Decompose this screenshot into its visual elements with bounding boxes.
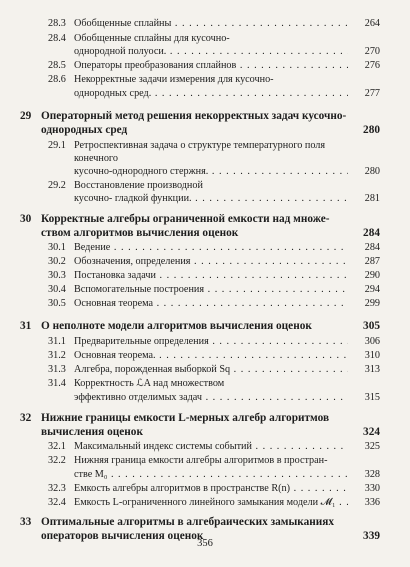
toc-chapter-number: 33 xyxy=(20,516,32,528)
toc-section-number: 28.5 xyxy=(48,60,66,71)
toc-chapter-page: 280 xyxy=(363,124,380,136)
toc-entry-title: Основная теорема. xyxy=(74,350,156,361)
toc-section-cont xyxy=(74,469,348,481)
toc-entry-title: кусочно-однородного стержня. xyxy=(74,166,209,177)
toc-entry-title: Корректные алгебры ограниченной емкости над множе- xyxy=(41,213,330,225)
toc-section-page: 264 xyxy=(362,18,380,29)
toc-section-page: 270 xyxy=(362,46,380,57)
toc-entry-title: однородных сред xyxy=(41,124,128,136)
toc-section-number: 32.3 xyxy=(48,483,66,494)
toc-section-cont xyxy=(74,88,348,100)
toc-section xyxy=(48,140,325,152)
toc-entry-title: конечного xyxy=(74,153,118,164)
toc-leader-dots xyxy=(208,166,348,177)
toc-section xyxy=(48,18,348,30)
toc-section xyxy=(48,298,348,310)
toc-chapter-page: 284 xyxy=(363,227,380,239)
toc-chapter-number: 29 xyxy=(20,110,32,122)
toc-chapter xyxy=(20,516,334,529)
toc-entry-title: эффективно отделимых задач xyxy=(74,392,203,403)
toc-leader-dots xyxy=(151,88,348,99)
toc-section-number: 28.3 xyxy=(48,18,66,29)
toc-section-cont xyxy=(74,166,348,178)
toc-section xyxy=(48,378,224,390)
toc-entry-title: кусочно- гладкой функции. xyxy=(74,193,192,204)
toc-chapter-number: 32 xyxy=(20,412,32,424)
toc-section xyxy=(48,455,328,467)
toc-section-number: 28.6 xyxy=(48,74,66,85)
toc-leader-dots xyxy=(110,242,348,253)
page-folio: 356 xyxy=(197,538,213,549)
toc-section-page: 284 xyxy=(362,242,380,253)
toc-entry-title: Обозначения, определения xyxy=(74,256,191,267)
toc-section xyxy=(48,284,348,296)
toc-section xyxy=(48,350,348,362)
toc-section xyxy=(48,483,348,495)
toc-entry-title: Операторы преобразования сплайнов xyxy=(74,60,237,71)
toc-entry-title: Предварительные определения xyxy=(74,336,209,347)
toc-entry-title: Максимальный индекс системы событий xyxy=(74,441,252,452)
toc-entry-title: однородной полуоси. xyxy=(74,46,167,57)
toc-leader-dots xyxy=(230,364,348,375)
toc-section-page: 290 xyxy=(362,270,380,281)
toc-entry-title: Восстановление производной xyxy=(74,180,203,191)
toc-leader-dots xyxy=(202,392,348,403)
toc-leader-dots xyxy=(236,60,348,71)
toc-section-page: 325 xyxy=(362,441,380,452)
toc-chapter-number: 31 xyxy=(20,320,32,332)
toc-chapter-cont xyxy=(41,426,143,439)
toc-section-page: 330 xyxy=(362,483,380,494)
toc-entry-title: Ретроспективная задача о структуре температурного поля xyxy=(74,140,326,151)
toc-section-page: 299 xyxy=(362,298,380,309)
toc-entry-title: Основная теорема xyxy=(74,298,154,309)
toc-section-page: 328 xyxy=(362,469,380,480)
toc-chapter xyxy=(20,213,330,226)
toc-leader-dots xyxy=(153,298,348,309)
toc-section-page: 310 xyxy=(362,350,380,361)
toc-section-number: 32.4 xyxy=(48,497,66,508)
toc-section xyxy=(48,74,274,86)
toc-leader-dots xyxy=(156,350,348,361)
toc-leader-dots xyxy=(156,270,348,281)
toc-section xyxy=(48,256,348,268)
toc-section-number: 30.2 xyxy=(48,256,66,267)
toc-entry-title: Постановка задачи xyxy=(74,270,156,281)
toc-section-number: 28.4 xyxy=(48,33,66,44)
toc-leader-dots xyxy=(107,469,348,480)
toc-section-number: 31.1 xyxy=(48,336,66,347)
toc-section-cont xyxy=(74,153,118,165)
toc-chapter-cont xyxy=(41,124,127,137)
toc-leader-dots xyxy=(204,284,348,295)
toc-entry-title: однородных сред. xyxy=(74,88,152,99)
toc-entry-title: Емкость алгебры алгоритмов в пространстве R(n) xyxy=(74,483,291,494)
toc-section-cont xyxy=(74,46,348,58)
toc-section-number: 32.2 xyxy=(48,455,66,466)
toc-section xyxy=(48,60,348,72)
toc-section-page: 281 xyxy=(362,193,380,204)
toc-section-page: 336 xyxy=(362,497,380,508)
toc-entry-title: Обобщенные сплайны для кусочно- xyxy=(74,33,230,44)
toc-section-number: 29.1 xyxy=(48,140,66,151)
toc-section-page: 287 xyxy=(362,256,380,267)
toc-section-cont xyxy=(74,193,348,205)
toc-section-page: 280 xyxy=(362,166,380,177)
toc-entry-title: Вспомогательные построения xyxy=(74,284,205,295)
toc-section-number: 31.4 xyxy=(48,378,66,389)
toc-section xyxy=(48,336,348,348)
toc-section-number: 32.1 xyxy=(48,441,66,452)
toc-section-page: 306 xyxy=(362,336,380,347)
toc-entry-title: вычисления оценок xyxy=(41,426,143,438)
toc-section xyxy=(48,33,230,45)
toc-section-number: 30.3 xyxy=(48,270,66,281)
toc-section-number: 30.5 xyxy=(48,298,66,309)
toc-leader-dots xyxy=(190,256,348,267)
toc-section-number: 29.2 xyxy=(48,180,66,191)
toc-entry-title: Емкость L-ограниченного линейного замыкания модели 𝓜₁ xyxy=(74,497,336,508)
toc-entry-title: Ведение xyxy=(74,242,111,253)
toc-entry-title: операторов вычисления оценок xyxy=(41,530,204,542)
toc-section xyxy=(48,270,348,282)
toc-entry-title: ством алгоритмов вычисления оценок xyxy=(41,227,239,239)
toc-section-number: 30.1 xyxy=(48,242,66,253)
toc-entry-title: О неполноте модели алгоритмов вычисления оценок xyxy=(41,320,312,332)
toc-section-number: 30.4 xyxy=(48,284,66,295)
toc-entry-title: Корректность ℒA над множеством xyxy=(74,378,225,389)
toc-section xyxy=(48,180,203,192)
toc-entry-title: Нижние границы емкости L-мерных алгебр алгоритмов xyxy=(41,412,330,424)
toc-section xyxy=(48,364,348,376)
toc-section-page: 315 xyxy=(362,392,380,403)
toc-section-number: 31.3 xyxy=(48,364,66,375)
toc-leader-dots xyxy=(290,483,348,494)
toc-entry-title: Оптимальные алгоритмы в алгебраических замыканиях xyxy=(41,516,335,528)
toc-section-page: 277 xyxy=(362,88,380,99)
toc-entry-title: стве M₀ xyxy=(74,469,108,480)
toc-section-cont xyxy=(74,392,348,404)
toc-chapter-page: 339 xyxy=(363,530,380,542)
toc-chapter-page: 305 xyxy=(363,320,380,332)
toc-chapter xyxy=(20,412,329,425)
toc-section xyxy=(48,242,348,254)
toc-chapter xyxy=(20,110,346,123)
toc-chapter-number: 30 xyxy=(20,213,32,225)
toc-leader-dots xyxy=(252,441,348,452)
toc-section-page: 313 xyxy=(362,364,380,375)
toc-entry-title: Обобщенные сплайны xyxy=(74,18,172,29)
toc-entry-title: Нижняя граница емкости алгебры алгоритмов в простран- xyxy=(74,455,328,466)
toc-section-page: 276 xyxy=(362,60,380,71)
toc-leader-dots xyxy=(336,497,348,508)
toc-leader-dots xyxy=(192,193,348,204)
toc-section xyxy=(48,497,348,509)
toc-section-page: 294 xyxy=(362,284,380,295)
toc-entry-title: Алгебра, порожденная выборкой S̃q xyxy=(74,364,231,375)
toc-chapter-cont xyxy=(41,227,238,240)
toc-chapter-page: 324 xyxy=(363,426,380,438)
toc-section xyxy=(48,441,348,453)
toc-section-number: 31.2 xyxy=(48,350,66,361)
toc-leader-dots xyxy=(209,336,348,347)
toc-chapter xyxy=(20,320,312,333)
toc-entry-title: Некорректные задачи измерения для кусочно- xyxy=(74,74,274,85)
toc-entry-title: Операторный метод решения некорректных задач кусочно- xyxy=(41,110,347,122)
toc-leader-dots xyxy=(171,18,348,29)
toc-leader-dots xyxy=(166,46,348,57)
